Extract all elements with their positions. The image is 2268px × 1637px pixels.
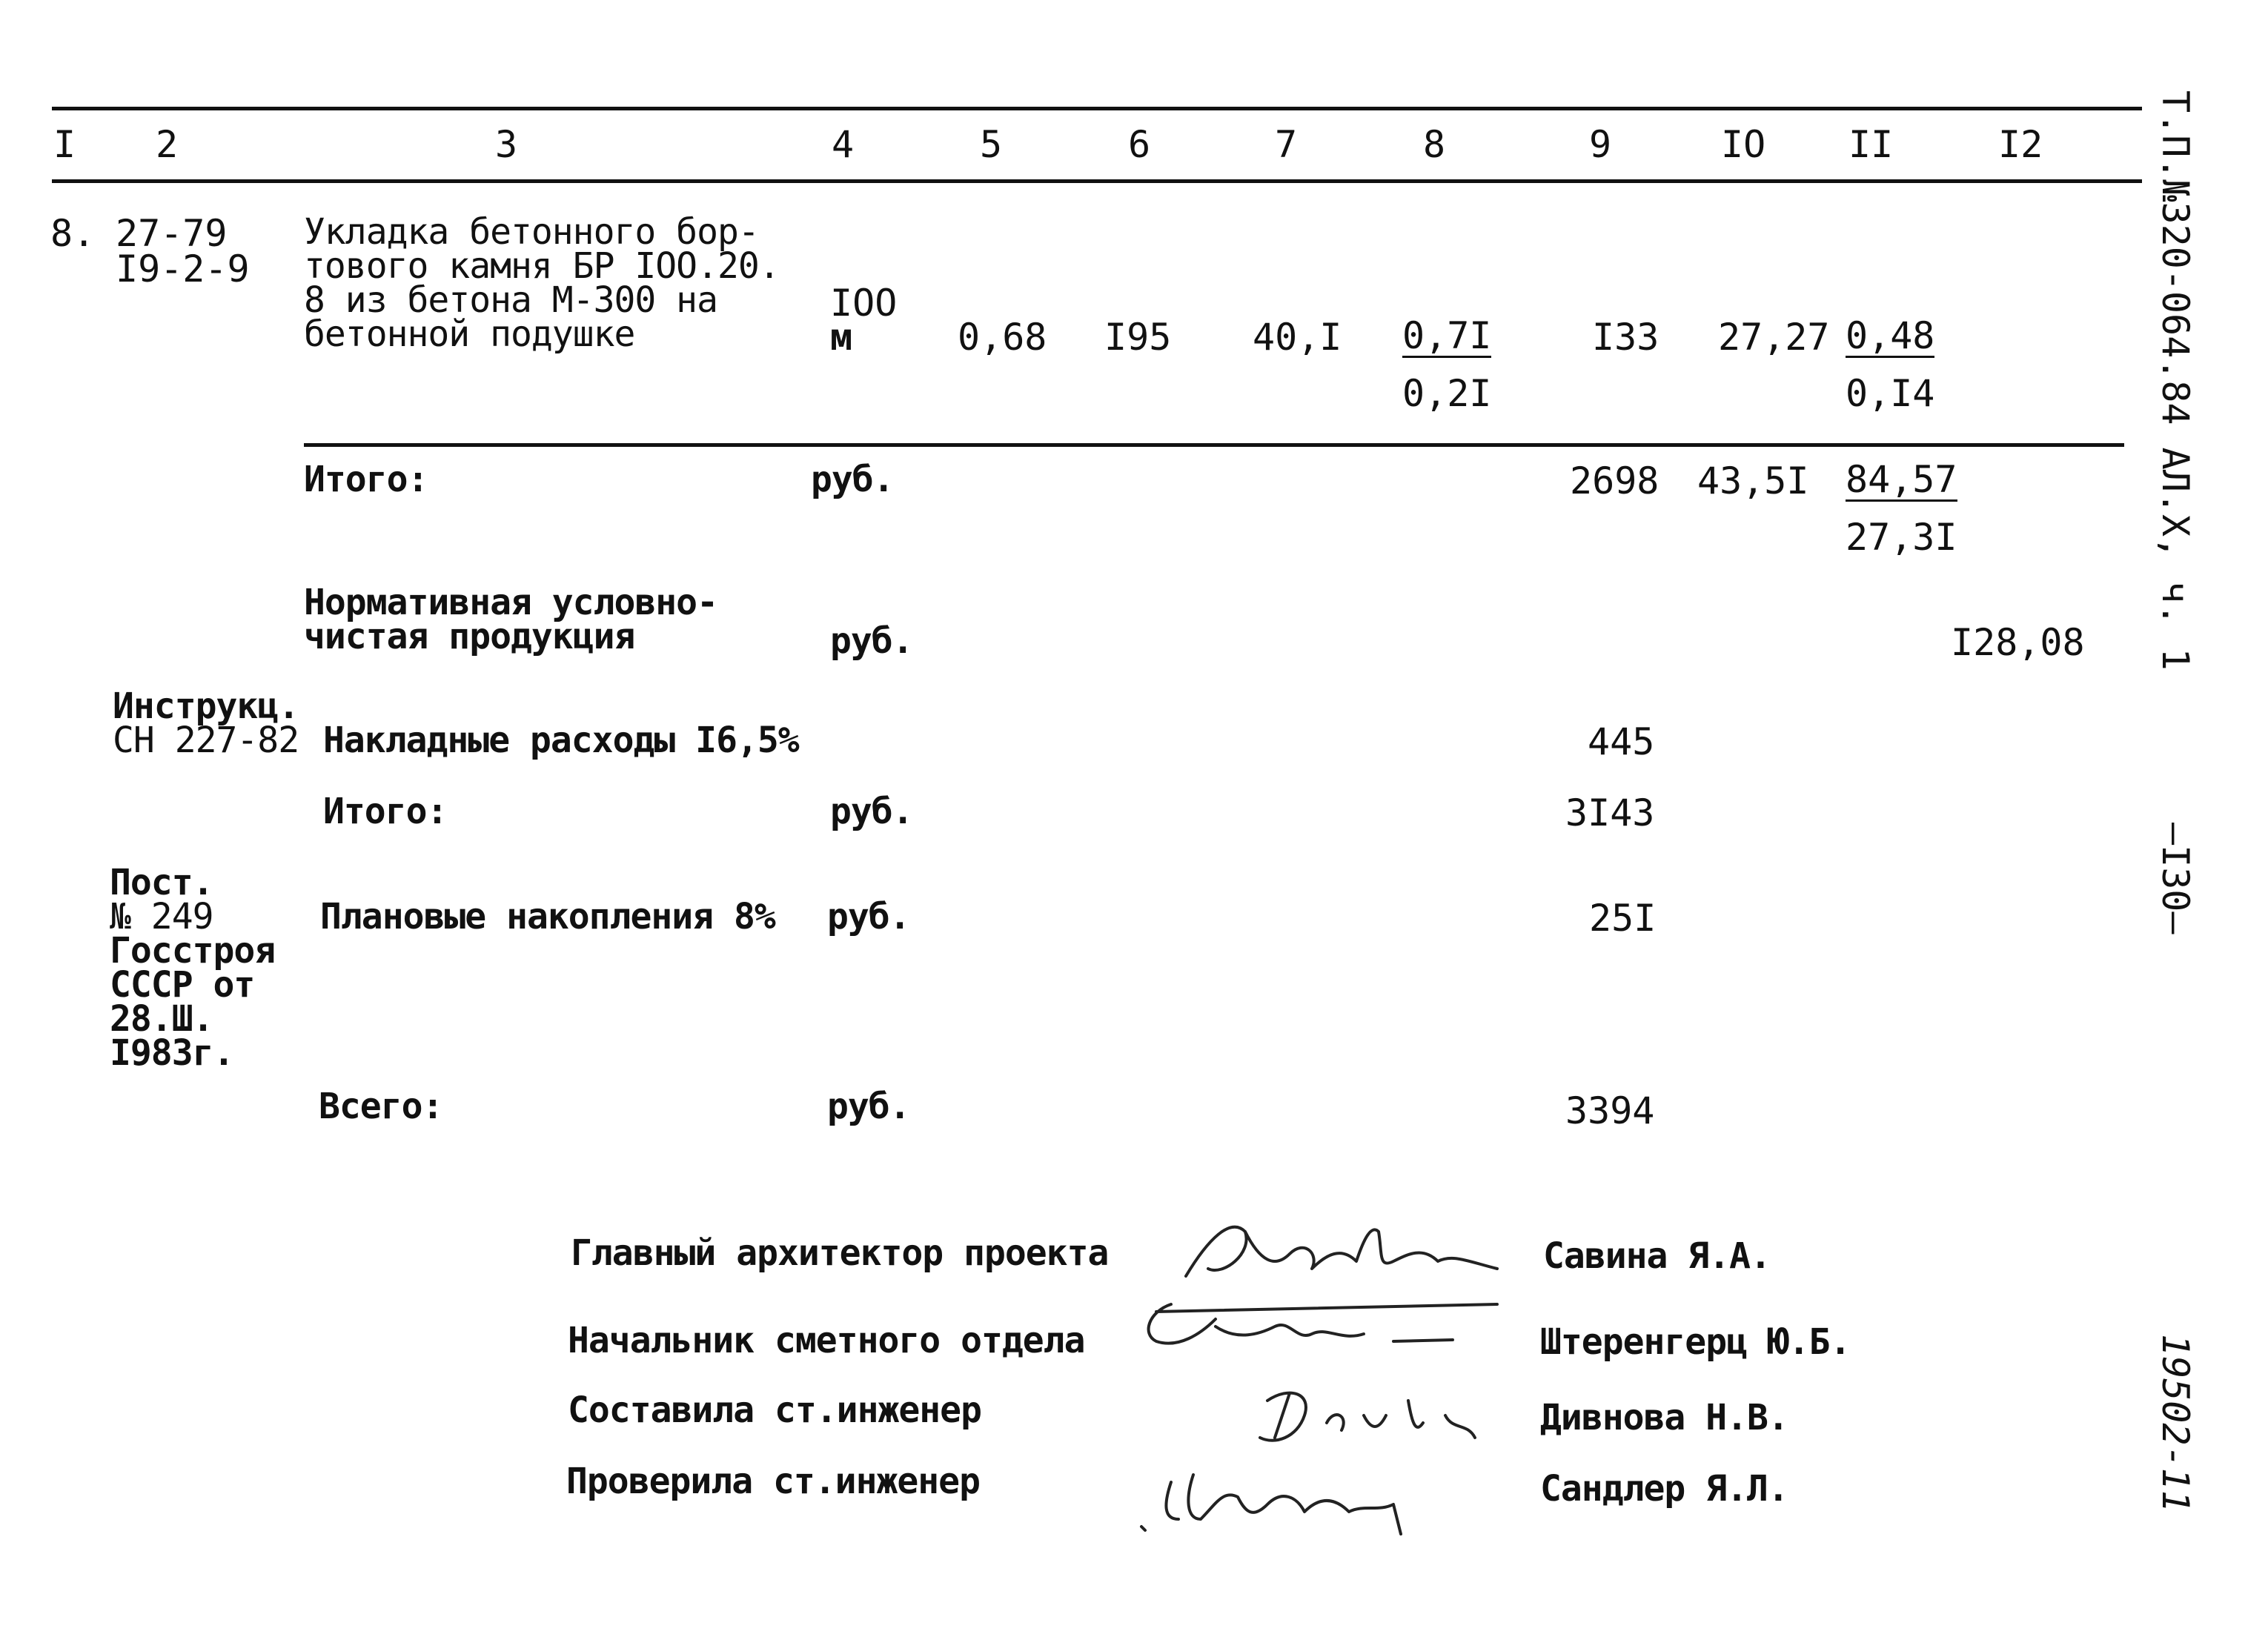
- subtotal2-label: Итого:: [323, 791, 448, 832]
- subtotal-label: Итого:: [304, 459, 428, 500]
- header-bottom-rule: [52, 179, 2142, 183]
- item-code-line1: 27-79: [116, 212, 228, 255]
- normative-line2: чистая продукция: [304, 616, 635, 657]
- grand-total-col9: 3394: [1565, 1089, 1655, 1132]
- signature-name-3: Дивнова Н.В.: [1540, 1397, 1788, 1438]
- planned-ref-line2: № 249: [110, 896, 213, 937]
- signature-role-2: Начальник сметного отдела: [568, 1320, 1085, 1361]
- handwritten-signature-1: [1178, 1209, 1505, 1291]
- item-unit-line2: м: [830, 316, 853, 359]
- item-col6: I95: [1104, 316, 1172, 359]
- normative-line1: Нормативная условно-: [304, 582, 717, 623]
- planned-col9: 25I: [1589, 897, 1657, 940]
- item-col10: 27,27: [1718, 316, 1830, 359]
- item-desc-line3: 8 из бетона М-300 на: [304, 279, 717, 321]
- planned-label: Плановые накопления 8%: [320, 896, 775, 937]
- item-col9: I33: [1592, 316, 1659, 359]
- col-header-9: 9: [1589, 123, 1612, 166]
- col-header-12: I2: [1998, 123, 2043, 166]
- signature-role-4: Проверила ст.инженер: [566, 1461, 980, 1502]
- col-header-5: 5: [980, 123, 1003, 166]
- signature-name-2: Штеренгерц Ю.Б.: [1540, 1321, 1851, 1363]
- grand-total-unit: руб.: [827, 1086, 910, 1127]
- item-number: 8.: [50, 212, 96, 255]
- col-header-10: IO: [1721, 123, 1766, 166]
- planned-ref-line5: 28.Ш.: [110, 998, 213, 1040]
- margin-page-number: —I30—: [2154, 823, 2197, 934]
- margin-doc-reference: Т.П.№320-064.84 АЛ.Х, ч. 1: [2154, 90, 2197, 671]
- planned-unit: руб.: [827, 896, 910, 937]
- item-unit-line1: IOO: [830, 282, 898, 325]
- col-header-7: 7: [1275, 123, 1298, 166]
- item-col8-bottom: 0,2I: [1402, 372, 1492, 415]
- signature-name-4: Сандлер Я.Л.: [1540, 1468, 1788, 1510]
- col-header-11: II: [1848, 123, 1894, 166]
- overhead-ref-line1: Инструкц.: [113, 685, 299, 727]
- overhead-col9: 445: [1588, 720, 1655, 763]
- item-col5: 0,68: [958, 316, 1047, 359]
- signature-role-1: Главный архитектор проекта: [571, 1232, 1109, 1274]
- overhead-label: Накладные расходы I6,5%: [323, 720, 799, 761]
- planned-ref-line3: Госстроя: [110, 930, 276, 972]
- col-header-2: 2: [156, 123, 179, 166]
- subtotal-unit: руб.: [811, 459, 894, 500]
- subtotal-col9: 2698: [1570, 459, 1659, 502]
- col-header-4: 4: [832, 123, 855, 166]
- handwritten-signature-3: [1245, 1371, 1490, 1452]
- planned-ref-line6: I983г.: [110, 1032, 234, 1074]
- handwritten-signature-4: [1127, 1452, 1423, 1541]
- normative-unit: руб.: [830, 620, 913, 662]
- overhead-ref-line2: СН 227-82: [113, 720, 299, 761]
- signature-role-3: Составила ст.инженер: [568, 1389, 981, 1431]
- subtotal-col11-bottom: 27,3I: [1846, 516, 1957, 559]
- planned-ref-line4: СССР от: [110, 964, 255, 1006]
- item-col11-top: 0,48: [1846, 314, 1935, 357]
- subtotal-col11-top: 84,57: [1846, 458, 1957, 501]
- col-header-3: 3: [495, 123, 518, 166]
- col-header-8: 8: [1423, 123, 1446, 166]
- header-top-rule: [52, 107, 2142, 110]
- planned-ref-line1: Пост.: [110, 862, 213, 903]
- col-header-6: 6: [1128, 123, 1151, 166]
- item-separator-rule: [304, 443, 2124, 447]
- handwritten-signature-2: [1127, 1282, 1512, 1364]
- item-col8-top: 0,7I: [1402, 314, 1492, 357]
- normative-col12: I28,08: [1951, 621, 2085, 664]
- item-desc-line2: тового камня БР IOO.20.: [304, 245, 780, 287]
- subtotal2-col9: 3I43: [1565, 791, 1655, 834]
- col-header-1: I: [53, 123, 76, 166]
- subtotal-col10: 43,5I: [1697, 459, 1809, 502]
- subtotal2-unit: руб.: [830, 791, 913, 832]
- item-desc-line1: Укладка бетонного бор-: [304, 211, 759, 253]
- signature-name-1: Савина Я.А.: [1543, 1235, 1771, 1277]
- item-desc-line4: бетонной подушке: [304, 313, 635, 355]
- item-col11-bottom: 0,I4: [1846, 372, 1935, 415]
- grand-total-label: Всего:: [319, 1086, 443, 1127]
- item-col7: 40,I: [1253, 316, 1342, 359]
- item-code-line2: I9-2-9: [116, 248, 250, 290]
- margin-inventory-number: 19502-11: [2154, 1334, 2197, 1513]
